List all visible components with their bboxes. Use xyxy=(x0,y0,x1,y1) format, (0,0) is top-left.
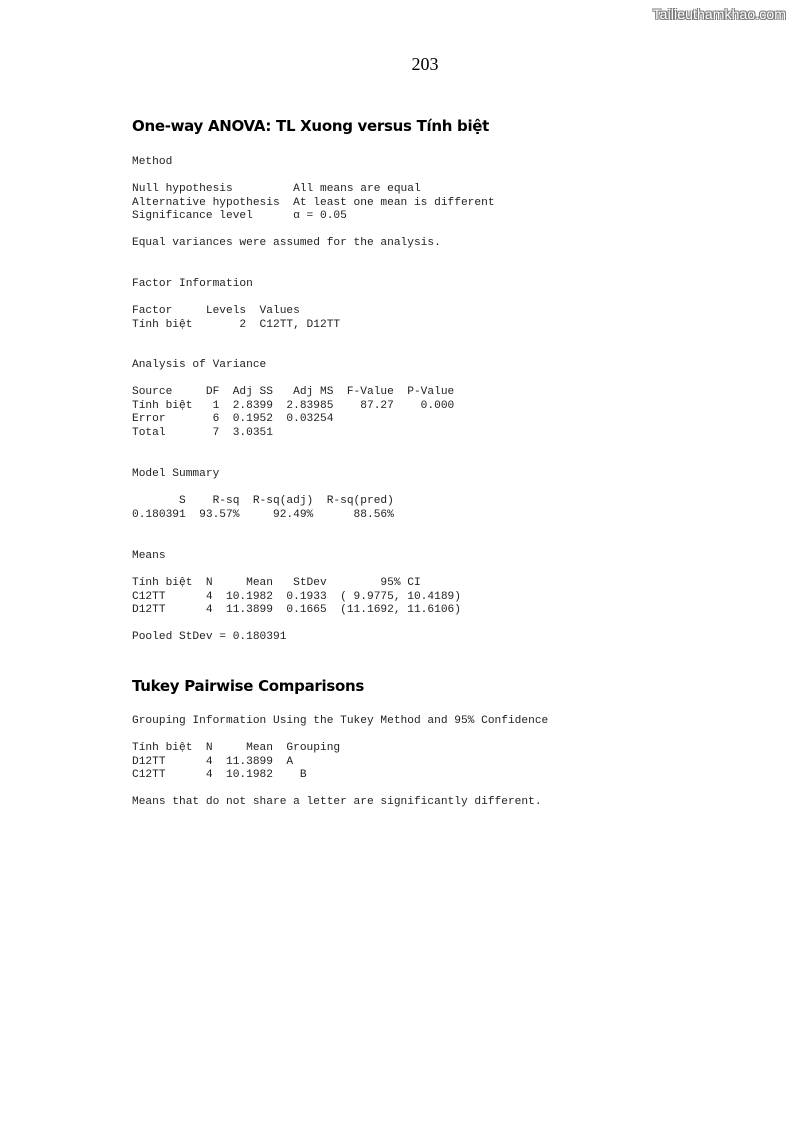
analysis-of-variance-section: Analysis of Variance Source DF Adj SS Adj MS F-Value P-Value Tính biệt 1 2.8399 2.83985 87.27 0.000 Error 6 0.1952 0.03254 Total 7 3.0351 xyxy=(132,359,455,439)
tukey-title: Tukey Pairwise Comparisons xyxy=(132,677,364,695)
means-section: Means Tính biệt N Mean StDev 95% CI C12TT 4 10.1982 0.1933 ( 9.9775, 10.4189) D12TT 4 11.3899 0.1665 (11.1692, 11.6106) Pooled StDev = 0.180391 xyxy=(132,550,461,643)
anova-title: One-way ANOVA: TL Xuong versus Tính biệt xyxy=(132,117,490,135)
method-section: Method Null hypothesis All means are equal Alternative hypothesis At least one mean is different Significance level α = 0.05 Equal variances were assumed for the analysis. xyxy=(132,156,495,249)
page-number: 203 xyxy=(411,54,439,74)
watermark: Tailieuthamkhao.com xyxy=(652,6,786,22)
model-summary-section: Model Summary S R-sq R-sq(adj) R-sq(pred) 0.180391 93.57% 92.49% 88.56% xyxy=(132,468,394,521)
tukey-grouping-section: Grouping Information Using the Tukey Method and 95% Confidence Tính biệt N Mean Grouping D12TT 4 11.3899 A C12TT 4 10.1982 B Means that do not share a letter are significantly different. xyxy=(132,715,549,808)
factor-information-section: Factor Information Factor Levels Values Tính biệt 2 C12TT, D12TT xyxy=(132,278,341,331)
